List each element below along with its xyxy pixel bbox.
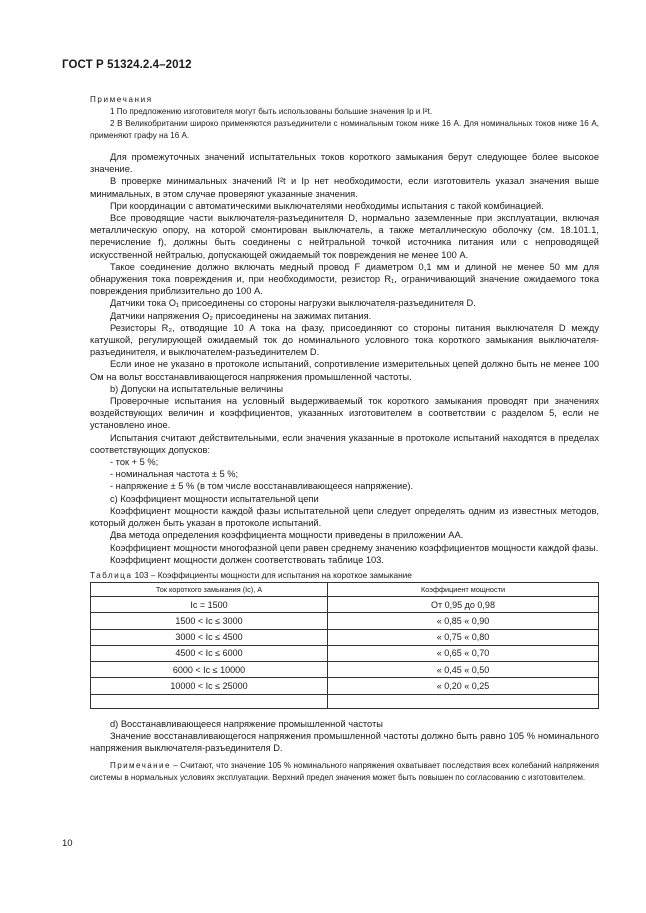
tolerance-item: - напряжение ± 5 % (в том числе восстанавливающееся напряжение). [110, 481, 414, 492]
table-caption-text: 103 – Коэффициенты мощности для испытания на короткое замыкание [134, 569, 412, 580]
cell-current: 10000 < Iс ≤ 25000 [91, 678, 328, 694]
section-heading-d: d) Восстанавливающееся напряжение промышленной частоты [110, 718, 383, 729]
paragraph: Проверочные испытания на условный выдерживаемый ток короткого замыкания проводят при значениях воздействующих величин и коэффициентов, указанных изготовителем в соответствии с разделом 5, если не установлено иное. [90, 396, 599, 431]
cell-current: 4500 < Iс ≤ 6000 [91, 645, 328, 661]
spacer [90, 142, 599, 151]
cell-power-factor: « 0,85 « 0,90 [328, 613, 599, 629]
paragraph: Два метода определения коэффициента мощности приведены в приложении АА. [110, 530, 464, 541]
table-row [91, 629, 599, 645]
cell-power-factor: От 0,95 до 0,98 [328, 596, 599, 612]
cell-empty [328, 694, 599, 708]
table-row-empty [91, 694, 599, 708]
table-caption [90, 570, 599, 581]
paragraph: Коэффициент мощности многофазной цепи равен среднему значению коэффициентов мощности каждой фазы. [110, 542, 599, 553]
bottom-note-title: Примечание [110, 761, 171, 771]
cell-current: Iс = 1500 [91, 596, 328, 612]
paragraph: Коэффициент мощности каждой фазы испытательной цепи следует определять одним из известных методов, который должен быть указан в протоколе испытаний. [90, 505, 599, 529]
bottom-note [90, 760, 599, 784]
cell-power-factor: « 0,75 « 0,80 [328, 629, 599, 645]
table-row [91, 662, 599, 678]
spacer [90, 709, 599, 718]
paragraph: Датчики тока O₁ присоединены со стороны нагрузки выключателя-разъединителя D. [110, 298, 476, 309]
table-row [91, 645, 599, 661]
paragraph: Испытания считают действительными, если значения указанные в протоколе испытаний находятся в пределах соответствующих допусков: [90, 432, 599, 455]
paragraph: Если иное не указано в протоколе испытаний, сопротивление измерительных цепей должно быть не менее 100 Ом на вольт восстанавливающегося напряжения промышленной частоты. [90, 359, 599, 382]
paragraph: Значение восстанавливающегося напряжения промышленной частоты должно быть равно 105 % номинального напряжения выключателя-разъединителя D. [90, 730, 599, 754]
table-row [91, 678, 599, 694]
power-factor-table [90, 582, 599, 709]
paragraph: Такое соединение должно включать медный провод F диаметром 0,1 мм и длиной не менее 50 мм для обнаружения тока повреждения и, при необходимости, резистор R₁, ограничивающий значение ожидаемого тока повреждения приблизительно до 100 А. [90, 261, 599, 297]
notes-title: Примечания [90, 95, 153, 104]
paragraph: При координации с автоматическими выключателями необходимы испытания с такой комбинацией. [110, 200, 544, 211]
bottom-note-text: – Считают, что значение 105 % номинального напряжения охватывает последствия всех колебаний напряжения системы в нормальных условиях эксплуатации. Верхний предел значения может быть повышен по согласованию с изготовителем. [90, 761, 599, 783]
page-number: 10 [62, 838, 73, 849]
cell-current: 6000 < Iс ≤ 10000 [91, 662, 328, 678]
cell-current: 1500 < Iс ≤ 3000 [91, 613, 328, 629]
cell-power-factor: « 0,20 « 0,25 [328, 678, 599, 694]
tolerance-item: - номинальная частота ± 5 %; [110, 469, 239, 480]
tolerance-item: - ток + 5 %; [110, 457, 159, 468]
section-heading-c: c) Коэффициент мощности испытательной цепи [110, 493, 319, 504]
paragraph: Резисторы R₂, отводящие 10 А тока на фазу, присоединяют со стороны питания выключателя D между катушкой, регулирующей ожидаемый ток до номинального условного тока короткого замыкания выключателя-разъединителя, и выключателем-разъединителем D. [90, 322, 599, 358]
column-header-current: Ток короткого замыкания (Iс), А [91, 582, 328, 596]
paragraph: Для промежуточных значений испытательных токов короткого замыкания берут следующее более высокое значение. [90, 152, 599, 175]
standard-header: ГОСТ Р 51324.2.4–2012 [62, 59, 192, 71]
note-item: 2 В Великобритании широко применяются разъединители с номинальным током ниже 16 А. Для номинальных токов ниже 16 А, применяют графу на 16 А. [90, 119, 599, 140]
note-item: 1 По предложению изготовителя могут быть использованы большие значения Iр и I²t. [110, 107, 433, 116]
table-row [91, 596, 599, 612]
column-header-power-factor: Коэффициент мощности [328, 582, 599, 596]
table-row [91, 613, 599, 629]
table-header-row [91, 582, 599, 596]
paragraph: Все проводящие части выключателя-разъединителя D, нормально заземленные при эксплуатации, включая металлическую опору, на которой смонтирован выключатель, а также металлическую оболочку (см. 18.101.1, перечисление f), должны быть соединены с нейтральной точкой источника питания или с непроводящей искусственной нейтралью, допускающей ожидаемый ток повреждения не менее 100 А. [90, 213, 599, 260]
paragraph: В проверке минимальных значений I²t и Iр нет необходимости, если изготовитель указал значения выше минимальных, в этом случае проверяют указанные значения. [90, 176, 599, 199]
section-heading-b: b) Допуски на испытательные величины [110, 383, 284, 394]
page-content [90, 94, 599, 784]
table-caption-word: Таблица [90, 569, 133, 580]
cell-power-factor: « 0,65 « 0,70 [328, 645, 599, 661]
cell-power-factor: « 0,45 « 0,50 [328, 662, 599, 678]
cell-current: 3000 < Iс ≤ 4500 [91, 629, 328, 645]
cell-empty [91, 694, 328, 708]
paragraph: Коэффициент мощности должен соответствовать таблице 103. [110, 554, 384, 565]
paragraph: Датчики напряжения O₂ присоединены на зажимах питания. [110, 310, 372, 321]
